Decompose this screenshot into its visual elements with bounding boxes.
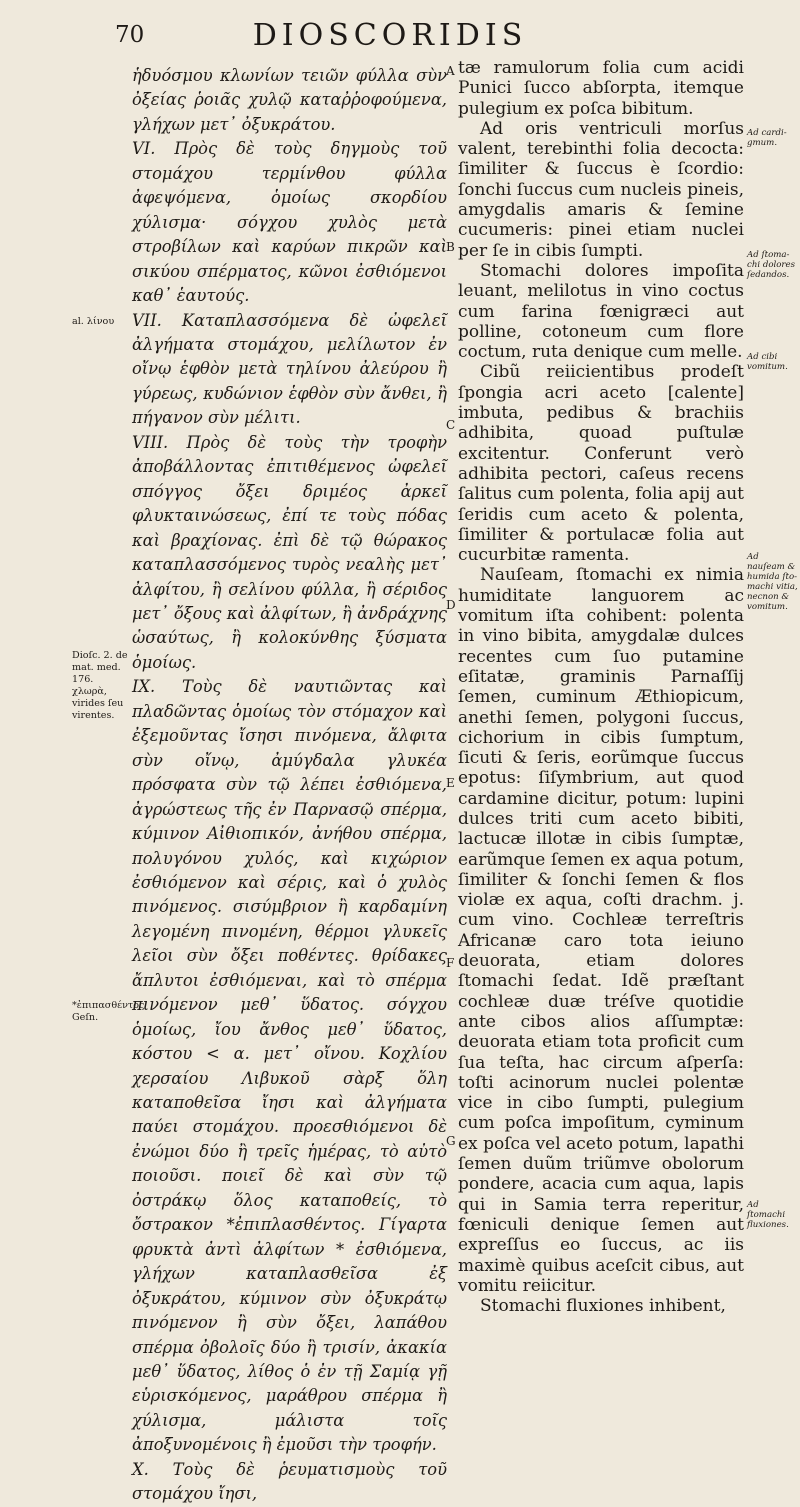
latin-paragraph: Nauſeam, ſtomachi ex nimia humiditate languorem ac vomitum iſta cohibent: polenta in vino bibita, amygdalæ dulces recentes cum ſuo putamine eſitatæ, graminis Parnaſſij ſemen, cuminum Æthiopicum, anethi ſemen, polygoni ſuccus, cichorium in cibis ſumptum, ſicuti & ſeris, eorũmque ſuccus epotus: ſiſymbrium, aut quod cardamine dicitur, potum: lupini dulces triti cum aceto bibiti, lactucæ illotæ in cibis ſumptæ, earũmque ſemen ex aqua potum, ſimiliter & ſonchi ſemen & flos violæ ex aqua, coſti drachm. j. cum vino. Cochleæ terreſtris Africanæ caro tota ieiuno deuorata, etiam dolores ſtomachi ſedat. Idẽ præſtant cochleæ duæ tréſve quotidie ante cibos alios aſſumptæ: deuorata etiam tota proficit cum ſua teſta, hac circum aſperſa: toſti acinorum nuclei polentæ vice in cibo ſumpti, pulegium cum poſca impoſitum, cyminum ex poſca vel aceto potum, lapathi ſemen duũm triũmve obolorum pondere, acacia cum aqua, lapis qui in Samia terra reperitur, fœniculi denique ſemen aut expreſſus eo ſuccus, ac iis maximè quibus aceſcit cibus, aut vomitu reiicitur. (458, 565, 744, 1296)
section-marker: D (446, 598, 456, 612)
latin-paragraph: Stomachi dolores impoſita leuant, melilotus in vino coctus cum farina fœnigræci aut polline, cotoneum cum flore coctum, ruta denique cum melle. (458, 260, 744, 363)
latin-paragraph: Stomachi fluxiones inhibent, (480, 1296, 726, 1317)
section-marker: G (446, 1134, 456, 1148)
greek-paragraph: VII. Καταπλασσόμενα δὲ ὠφελεῖ ἀλγήματα στομάχου, μελίλωτον ἐν οἴνῳ ἑφθὸν μετὰ τηλίνου ἀλεύρου ἢ γύρεως, κυδώνιον ἑφθὸν σὺν ἄνθει, ἢ πήγανον σὺν μέλιτι. (132, 310, 447, 428)
running-title: DIOSCORIDIS (252, 18, 528, 53)
latin-text-column (458, 58, 744, 1316)
section-marker: B (446, 240, 455, 254)
greek-paragraph: X. Τοὺς δὲ ῥευματισμοὺς τοῦ στομάχου ἴησι, (132, 1459, 447, 1504)
right-margin-note: Ad ſtomachi dolores ſedandos. (747, 250, 796, 280)
section-marker: A (446, 64, 455, 78)
running-header (115, 18, 595, 52)
greek-text-column (132, 64, 447, 1507)
page-number: 70 (115, 22, 145, 48)
right-margin-note: Ad cibi vomitum. (747, 352, 788, 372)
right-margin-note: Ad nauſeam & humida ſtomachi vitia, necnon & vomitum. (747, 552, 798, 612)
latin-paragraph: tæ ramulorum folia cum acidi Punici ſucco abſorpta, itemque pulegium ex poſca bibitum. (458, 58, 744, 119)
section-marker: C (446, 418, 456, 432)
right-margin-note: Ad cardigmum. (747, 128, 787, 148)
latin-paragraph: Ad oris ventriculi morſus valent, terebinthi folia decocta: ſimiliter & ſuccus è ſcordio: ſonchi ſuccus cum nucleis pineis, amygdalis amaris & ſemine cucumeris: pinei etiam nuclei per ſe in cibis ſumpti. (458, 118, 744, 261)
greek-paragraph: VI. Πρὸς δὲ τοὺς δηγμοὺς τοῦ στομάχου τερμίνθου φύλλα ἀφεψόμενα, ὁμοίως σκορδίου χύλισμα· σόγχου χυλὸς μετὰ στροβίλων καὶ καρύων πικρῶν καὶ σικύου σπέρματος, κῶνοι ἐσθιόμενοι καθ᾽ ἑαυτούς. (132, 139, 447, 306)
latin-paragraph: Cibũ reiicientibus prodeſt ſpongia acri aceto [calente] imbuta, pedibus & brachiis adhibita, quoad puſtulæ excitentur. Conferunt verò adhibita pectori, caſeus recens ſalitus cum polenta, folia apij aut ſeridis cum aceto & polenta, ſimiliter & portulacæ folia aut cucurbitæ ramenta. (458, 362, 744, 566)
greek-paragraph: VIII. Πρὸς δὲ τοὺς τὴν τροφὴν ἀποβάλλοντας ἐπιτιθέμενος ὠφελεῖ σπόγγος ὄξει δριμέος ἀρκεῖ φλυκταινώσεως, ἐπί τε τοὺς πόδας καὶ βραχίονας. ἐπὶ δὲ τῷ θώρακος καταπλασσόμενος τυρὸς νεαλὴς μετ᾽ ἀλφίτου, ἢ σελίνου φύλλα, ἢ σέριδος μετ᾽ ὄξους καὶ ἀλφίτων, ἢ ἀνδράχνης ὡσαύτως, ἢ κολοκύνθης ξύσματα ὁμοίως. (132, 432, 447, 672)
left-margin-note: al. λίνου (72, 316, 115, 327)
section-marker: E (446, 776, 455, 790)
left-margin-note: *ἐπιπασθέντος Geſn. (72, 1000, 145, 1023)
greek-paragraph: IX. Τοὺς δὲ ναυτιῶντας καὶ πλαδῶντας ὁμοίως τὸν στόμαχον καὶ ἐξεμοῦντας ἴσησι πινόμενα, ἄλφιτα σὺν οἴνῳ, ἀμύγδαλα γλυκέα πρόσφατα σὺν τῷ λέπει ἐσθιόμενα, ἀγρώστεως τῆς ἐν Παρνασῷ σπέρμα, κύμινον Αἰθιοπικόν, ἀνήθου σπέρμα, πολυγόνου χυλός, καὶ κιχώριον ἐσθιόμενον καὶ σέρις, καὶ ὁ χυλὸς πινόμενος. σισύμβριον ἢ καρδαμίνη λεγομένη πινομένη, θέρμοι γλυκεῖς λεῖοι σὺν ὄξει ποθέντες. θρίδακες ἄπλυτοι ἐσθιόμεναι, καὶ τὸ σπέρμα πινόμενον μεθ᾽ ὕδατος. σόγχου ὁμοίως, ἴου ἄνθος μεθ᾽ ὕδατος, κόστου < α. μετ᾽ οἴνου. Κοχλίου χερσαίου Λιβυκοῦ σὰρξ ὅλη καταποθεῖσα ἴησι καὶ ἀλγήματα παύει στομάχου. προεσθιόμενοι δὲ ἐνώμοι δύο ἢ τρεῖς ἡμέρας, τὸ αὐτὸ ποιοῦσι. ποιεῖ δὲ καὶ σὺν τῷ ὀστράκῳ ὅλος καταποθείς, τὸ ὄστρακον *ἐπιπλασθέντος. Γίγαρτα φρυκτὰ ἀντὶ ἀλφίτων * ἐσθιόμενα, γλήχων καταπλασθεῖσα ἐξ ὀξυκράτου, κύμινον σὺν ὀξυκράτῳ πινόμενον ἢ σὺν ὄξει, λαπάθου σπέρμα ὀβολοῖς δύο ἢ τρισίν, ἀκακία μεθ᾽ ὕδατος, λίθος ὁ ἐν τῇ Σαμίᾳ γῇ εὑρισκόμενος, μαράθρου σπέρμα ἢ χύλισμα, μάλιστα τοῖς ἀποξυνομένοις ἢ ἐμοῦσι τὴν τροφήν. (132, 677, 447, 1455)
greek-paragraph: ἡδυόσμου κλωνίων τειῶν φύλλα σὺν ὀξείας ῥοιᾶς χυλῷ καταῤῥοφούμενα, γλήχων μετ᾽ ὀξυκράτου. (132, 66, 447, 134)
right-margin-note: Ad ſtomachi fluxiones. (747, 1200, 789, 1230)
section-marker: F (446, 956, 455, 970)
left-margin-note: Dioſc. 2. de mat. med. 176. χλωρὰ, virides ſeu virentes. (72, 650, 128, 721)
